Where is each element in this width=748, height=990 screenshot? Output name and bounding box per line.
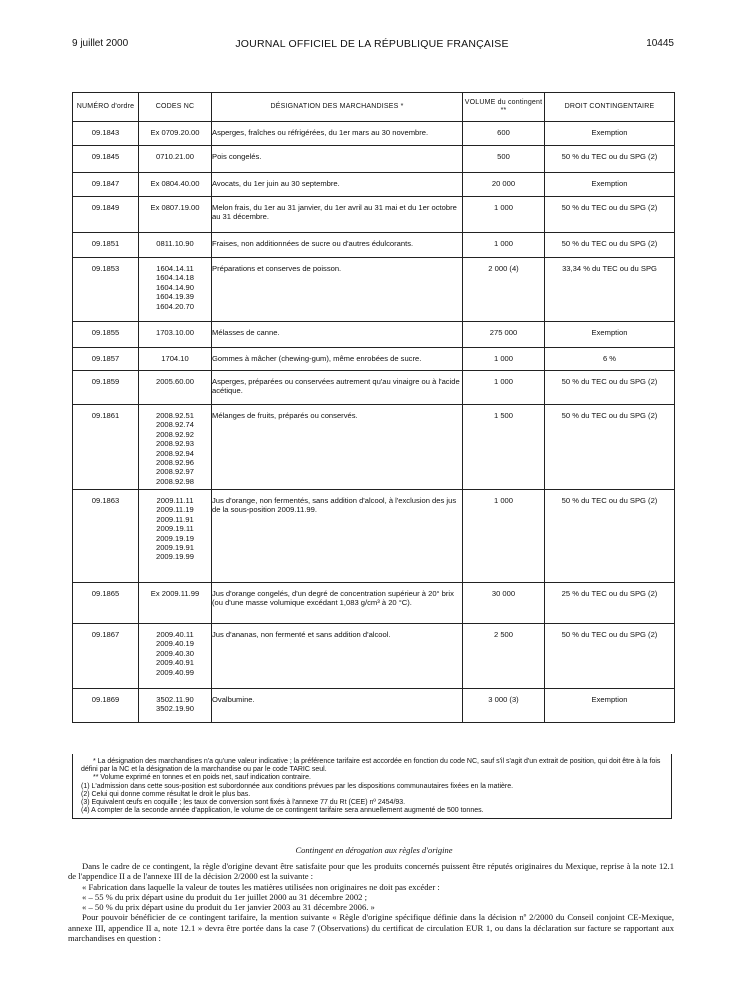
- row-designation: Mélanges de fruits, préparés ou conservés.: [212, 405, 463, 490]
- footnote: * La désignation des marchandises n'a qu'une valeur indicative ; la préférence tarifaire est accordée en fonction du code NC, sauf s'il s'agit d'un extrait de position, qui doit être à la fois défini par la NC et la désignation de la marchandise ou par le code TARIC seul.: [81, 758, 661, 774]
- row-droit: Exemption: [545, 173, 675, 197]
- table-row: [73, 583, 675, 624]
- nc-code: 2009.40.91: [155, 658, 194, 668]
- row-volume: 1 000: [463, 490, 545, 583]
- nc-code: 2009.19.19: [155, 533, 194, 543]
- row-codes: [139, 258, 212, 322]
- body-paragraph: « – 50 % du prix départ usine du produit du 1er janvier 2003 au 31 décembre 2006. »: [82, 902, 375, 913]
- row-numero: 09.1853: [73, 258, 139, 322]
- nc-code: 3502.19.90: [155, 704, 194, 714]
- table-row: [73, 258, 675, 322]
- row-designation: Fraises, non additionnées de sucre ou d'autres édulcorants.: [212, 233, 463, 258]
- nc-code: Ex 0709.20.00: [150, 128, 200, 137]
- row-codes: [139, 173, 212, 197]
- row-volume: 2 000 (4): [463, 258, 545, 322]
- row-codes: [139, 490, 212, 583]
- row-droit: 50 % du TEC ou du SPG (2): [545, 405, 675, 490]
- page-number: 10445: [646, 38, 674, 49]
- nc-code: 2008.92.51: [155, 411, 194, 420]
- nc-code: 2008.92.93: [155, 439, 194, 449]
- header-date: 9 juillet 2000: [72, 38, 129, 49]
- table-row: [73, 624, 675, 689]
- row-designation: Pois congelés.: [212, 146, 463, 173]
- nc-code: 2008.92.74: [155, 420, 194, 430]
- nc-code: 2009.19.91: [155, 543, 194, 553]
- row-volume: 1 000: [463, 233, 545, 258]
- footnote: (2) Celui qui donne comme résultat le droit le plus bas.: [81, 790, 251, 798]
- footnote: (4) A compter de la seconde année d'application, le volume de ce contingent tarifaire sera annuellement augmenté de 500 tonnes.: [81, 807, 484, 815]
- header-numero: NUMÉRO d'ordre: [73, 93, 139, 122]
- row-designation: Avocats, du 1er juin au 30 septembre.: [212, 173, 463, 197]
- table-header-row: [73, 93, 675, 122]
- row-volume: 1 000: [463, 348, 545, 371]
- row-volume: 275 000: [463, 322, 545, 348]
- row-numero: 09.1849: [73, 197, 139, 233]
- row-designation: Jus d'orange, non fermentés, sans addition d'alcool, à l'exclusion des jus de la sous-position 2009.11.99.: [212, 490, 463, 583]
- table-row: [73, 197, 675, 233]
- row-numero: 09.1861: [73, 405, 139, 490]
- table-row: [73, 371, 675, 405]
- body-paragraph: Dans le cadre de ce contingent, la règle d'origine devant être satisfaite pour que les produits concernés puissent être réputés originaires du Mexique, reprise à la note 12.1 de l'appendice II a de l'annexe III de la décision 2/2000 est la suivante :: [68, 861, 674, 882]
- row-designation: Melon frais, du 1er au 31 janvier, du 1er avril au 31 mai et du 1er octobre au 31 décembre.: [212, 197, 463, 233]
- header-codes: CODES NC: [139, 93, 212, 122]
- header-volume: VOLUME du contingent **: [463, 93, 545, 122]
- row-codes: [139, 322, 212, 348]
- nc-code: 0811.10.90: [156, 239, 194, 248]
- row-codes: [139, 371, 212, 405]
- table-row: [73, 173, 675, 197]
- row-numero: 09.1869: [73, 689, 139, 723]
- journal-title: JOURNAL OFFICIEL DE LA RÉPUBLIQUE FRANÇAISE: [235, 38, 509, 50]
- nc-code: 1604.14.11: [156, 264, 194, 273]
- row-volume: 600: [463, 122, 545, 146]
- table-row: [73, 490, 675, 583]
- row-numero: 09.1863: [73, 490, 139, 583]
- row-volume: 20 000: [463, 173, 545, 197]
- row-droit: 50 % du TEC ou du SPG (2): [545, 490, 675, 583]
- row-designation: Ovalbumine.: [212, 689, 463, 723]
- row-volume: 30 000: [463, 583, 545, 624]
- nc-code: 2009.40.30: [155, 648, 194, 658]
- table-row: [73, 689, 675, 723]
- table-row: [73, 348, 675, 371]
- nc-code: 2009.19.99: [155, 552, 194, 562]
- row-volume: 500: [463, 146, 545, 173]
- nc-code: 2009.40.11: [156, 630, 194, 639]
- row-numero: 09.1859: [73, 371, 139, 405]
- nc-code: 2008.92.98: [155, 476, 194, 486]
- row-numero: 09.1843: [73, 122, 139, 146]
- row-codes: [139, 348, 212, 371]
- nc-code: 2009.11.11: [156, 496, 194, 505]
- nc-code: 2009.19.11: [156, 524, 194, 534]
- nc-code: 2009.11.91: [156, 514, 194, 524]
- footnote: ** Volume exprimé en tonnes et en poids net, sauf indication contraire.: [93, 774, 311, 782]
- nc-code: 2009.40.19: [155, 639, 194, 649]
- table-body: [73, 122, 675, 723]
- row-designation: Asperges, préparées ou conservées autrement qu'au vinaigre ou à l'acide acétique.: [212, 371, 463, 405]
- row-droit: Exemption: [545, 322, 675, 348]
- nc-code: 2008.92.96: [155, 458, 194, 468]
- row-droit: 25 % du TEC ou du SPG (2): [545, 583, 675, 624]
- row-volume: 1 500: [463, 405, 545, 490]
- row-codes: [139, 122, 212, 146]
- table-row: [73, 233, 675, 258]
- nc-code: 3502.11.90: [156, 695, 194, 704]
- nc-code: Ex 0807.19.00: [150, 203, 200, 212]
- row-codes: [139, 405, 212, 490]
- nc-code: 2008.92.92: [155, 429, 194, 439]
- row-droit: 6 %: [545, 348, 675, 371]
- derogation-title: Contingent en dérogation aux règles d'origine: [295, 845, 453, 855]
- footnote: (1) L'admission dans cette sous-position est subordonnée aux conditions prévues par les dispositions communautaires fixées en la matière.: [81, 782, 514, 790]
- row-droit: Exemption: [545, 689, 675, 723]
- row-numero: 09.1857: [73, 348, 139, 371]
- row-volume: 3 000 (3): [463, 689, 545, 723]
- body-paragraph: « Fabrication dans laquelle la valeur de toutes les matières utilisées non originaires ne doit pas excéder :: [82, 881, 440, 892]
- row-numero: 09.1865: [73, 583, 139, 624]
- row-codes: [139, 233, 212, 258]
- row-droit: 50 % du TEC ou du SPG (2): [545, 146, 675, 173]
- row-designation: Jus d'ananas, non fermenté et sans addition d'alcool.: [212, 624, 463, 689]
- page-header: [72, 38, 672, 54]
- body-paragraph: « – 55 % du prix départ usine du produit du 1er juillet 2000 au 31 décembre 2002 ;: [82, 891, 367, 902]
- row-numero: 09.1855: [73, 322, 139, 348]
- row-droit: Exemption: [545, 122, 675, 146]
- row-codes: [139, 197, 212, 233]
- row-droit: 50 % du TEC ou du SPG (2): [545, 371, 675, 405]
- row-numero: 09.1867: [73, 624, 139, 689]
- row-designation: Jus d'orange congelés, d'un degré de concentration supérieur à 20° brix (ou d'une masse volumique excédant 1,083 g/cm³ à 20 °C).: [212, 583, 463, 624]
- row-numero: 09.1845: [73, 146, 139, 173]
- nc-code: 1604.14.90: [155, 282, 194, 292]
- table-footnotes: [72, 754, 672, 819]
- nc-code: 2008.92.94: [155, 448, 194, 458]
- row-codes: [139, 689, 212, 723]
- row-droit: 50 % du TEC ou du SPG (2): [545, 197, 675, 233]
- row-volume: 1 000: [463, 371, 545, 405]
- row-designation: Mélasses de canne.: [212, 322, 463, 348]
- row-designation: Préparations et conserves de poisson.: [212, 258, 463, 322]
- quota-table: [72, 92, 675, 723]
- table-row: [73, 122, 675, 146]
- row-droit: 50 % du TEC ou du SPG (2): [545, 624, 675, 689]
- header-droit: DROIT CONTINGENTAIRE: [545, 93, 675, 122]
- nc-code: 2008.92.97: [155, 467, 194, 477]
- nc-code: Ex 2009.11.99: [150, 589, 200, 598]
- nc-code: 2009.40.99: [155, 667, 194, 677]
- row-droit: 33,34 % du TEC ou du SPG: [545, 258, 675, 322]
- row-numero: 09.1851: [73, 233, 139, 258]
- table-row: [73, 405, 675, 490]
- row-volume: 1 000: [463, 197, 545, 233]
- row-volume: 2 500: [463, 624, 545, 689]
- body-text: [68, 861, 674, 943]
- nc-code: 1604.20.70: [155, 301, 194, 311]
- nc-code: 1604.19.39: [155, 292, 194, 302]
- row-designation: Gommes à mâcher (chewing-gum), même enrobées de sucre.: [212, 348, 463, 371]
- footnote: (3) Equivalent œufs en coquille ; les taux de conversion sont fixés à l'annexe 77 du Rt (CEE) nº 2454/93.: [81, 799, 406, 807]
- row-numero: 09.1847: [73, 173, 139, 197]
- nc-code: 0710.21.00: [155, 152, 194, 161]
- row-codes: [139, 624, 212, 689]
- table-row: [73, 322, 675, 348]
- nc-code: 2005.60.00: [155, 377, 194, 386]
- body-paragraph: Pour pouvoir bénéficier de ce contingent tarifaire, la mention suivante « Règle d'origine spécifique définie dans la décision nº 2/2000 du Conseil conjoint CE-Mexique, annexe III, appendice II a, note 12.1 » devra être portée dans la case 7 (Observations) du certificat de circulation EUR 1, ou dans la déclaration sur facture se rapportant aux marchandises en question :: [68, 912, 674, 944]
- row-droit: 50 % du TEC ou du SPG (2): [545, 233, 675, 258]
- row-codes: [139, 146, 212, 173]
- nc-code: Ex 0804.40.00: [150, 179, 200, 188]
- row-designation: Asperges, fraîches ou réfrigérées, du 1er mars au 30 novembre.: [212, 122, 463, 146]
- table-row: [73, 146, 675, 173]
- nc-code: 2009.11.19: [156, 505, 194, 515]
- nc-code: 1604.14.18: [155, 273, 194, 283]
- header-designation: DÉSIGNATION DES MARCHANDISES *: [212, 93, 463, 122]
- row-codes: [139, 583, 212, 624]
- nc-code: 1704.10: [161, 354, 189, 363]
- nc-code: 1703.10.00: [155, 328, 194, 337]
